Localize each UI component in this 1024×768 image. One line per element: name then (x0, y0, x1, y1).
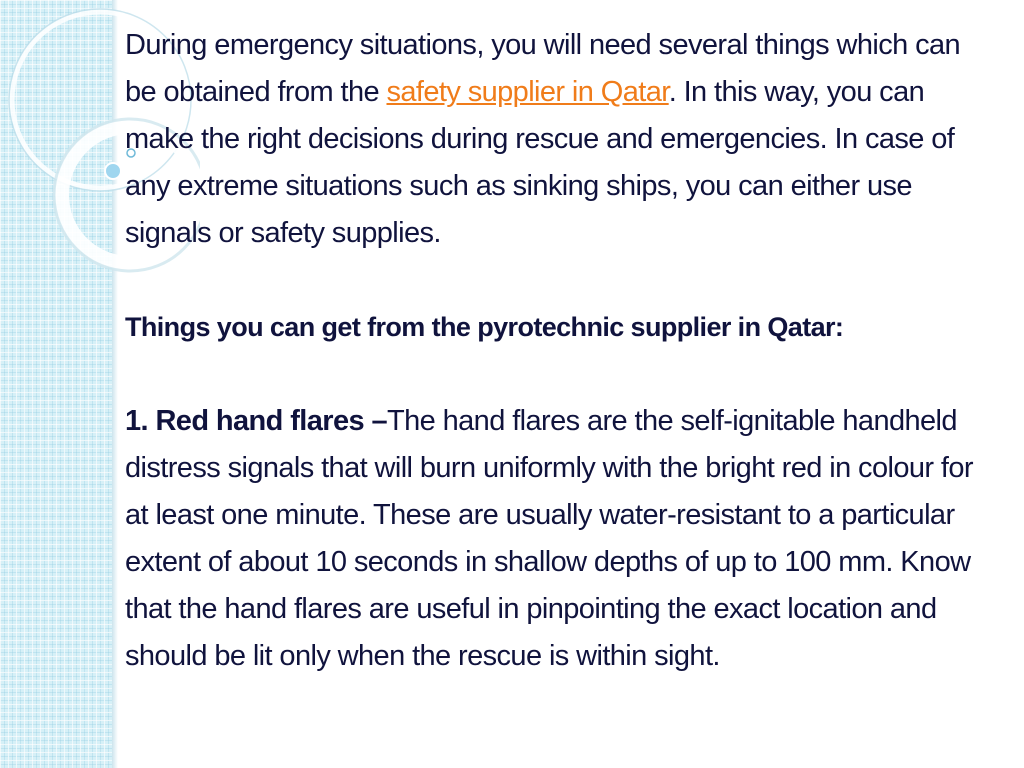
section-subheading: Things you can get from the pyrotechnic supplier in Qatar: (125, 312, 844, 342)
item-1-lead: 1. Red hand flares – (125, 405, 387, 437)
paragraph-spacer (125, 351, 995, 398)
intro-paragraph (125, 22, 995, 257)
intro-text-before-link: During emergency situations, you will need several things which can be obtained from the (125, 29, 961, 108)
item-1-paragraph (125, 398, 995, 680)
slide-content (125, 22, 995, 680)
safety-supplier-link[interactable]: safety supplier in Qatar (386, 76, 669, 108)
paragraph-spacer (125, 257, 995, 304)
side-panel-edge-shadow (112, 0, 118, 768)
side-panel-grid-background (0, 0, 112, 768)
item-1-body: The hand flares are the self-ignitable handheld distress signals that will burn uniformly with the bright red in colour for at least one minute. These are usually water-resistant to a particular extent of about 10 seconds in shallow depths of up to 100 mm. Know that the hand flares are useful in pinpointing the exact location and should be lit only when the rescue is within sight. (125, 405, 973, 672)
intro-text-after-link: . In this way, you can make the right decisions during rescue and emergencies. In case of any extreme situations such as sinking ships, you can either use signals or safety supplies. (125, 76, 955, 249)
